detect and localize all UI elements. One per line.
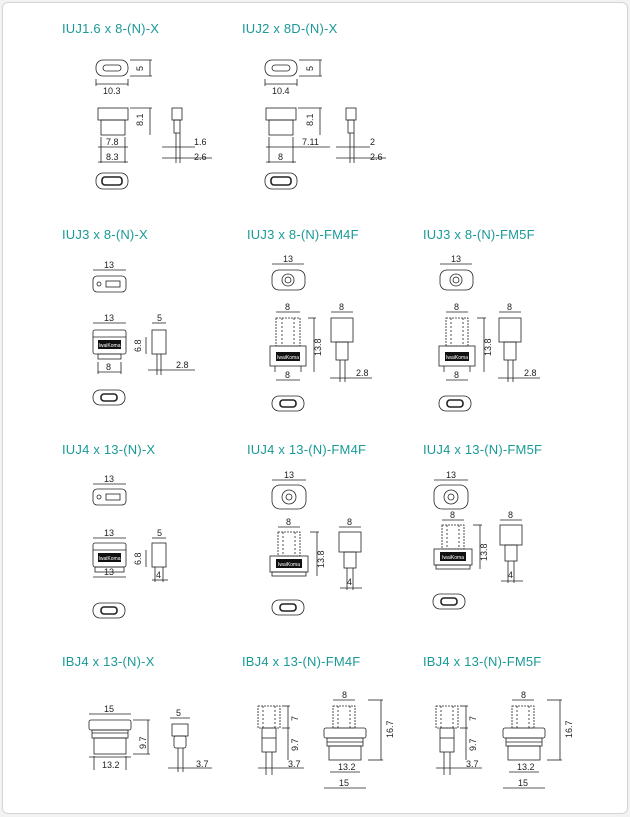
dim-label: 13.8	[316, 550, 326, 568]
dim-label: 16.7	[564, 720, 574, 738]
drawing-iuj3x8-x	[93, 270, 195, 405]
product-title: IBJ4 x 13-(N)-X	[62, 654, 155, 669]
dim-label: 2	[370, 137, 376, 147]
dim-label: 3.7	[196, 759, 209, 769]
dim-label: 5	[176, 708, 182, 718]
dim-label: 6.8	[133, 339, 143, 352]
dim-label: 13	[451, 254, 462, 264]
dim-label: 13	[284, 470, 295, 480]
dim-label: 8	[286, 517, 292, 527]
dim-label: 7	[468, 715, 478, 721]
dim-label: 8.1	[135, 113, 145, 126]
drawing-ibj4x13-fm5f	[436, 700, 562, 788]
dim-label: 13.8	[479, 543, 489, 561]
drawing-iuj4x13-fm5f	[433, 480, 523, 609]
drawing-iuj16x8	[96, 60, 212, 189]
dim-label: 2.6	[370, 152, 383, 162]
product-title: IUJ4 x 13-(N)-FM5F	[423, 442, 543, 457]
dim-label: 13	[104, 313, 115, 323]
dim-label: 8	[454, 302, 460, 312]
dim-label: 13	[283, 254, 294, 264]
dim-label: 2.8	[524, 368, 537, 378]
dim-label: 6.8	[133, 552, 143, 565]
dim-label: 7	[290, 715, 300, 721]
dim-label: 2.8	[176, 360, 189, 370]
dim-label: 10.3	[103, 86, 121, 96]
dim-label: 9.7	[468, 738, 478, 751]
drawing-iuj2x8d	[265, 60, 386, 189]
dim-label: 13.2	[102, 760, 120, 770]
dim-label: 1.6	[194, 137, 207, 147]
dim-label: 13.2	[517, 762, 535, 772]
product-title: IBJ4 x 13-(N)-FM4F	[242, 654, 361, 669]
dim-label: 8.3	[106, 152, 119, 162]
dim-label: 16.7	[385, 720, 395, 738]
dim-label: 5	[157, 313, 163, 323]
dim-label: 8	[106, 362, 112, 372]
dim-label: 8.1	[305, 113, 315, 126]
dim-label: 2.8	[356, 368, 369, 378]
dim-label: 7.11	[302, 137, 319, 147]
product-title: IUJ3 x 8-(N)-X	[62, 227, 148, 242]
dim-label: 8	[339, 302, 345, 312]
dim-label: 2.6	[194, 152, 207, 162]
dim-label: 15	[339, 778, 350, 788]
dim-label: 4	[508, 570, 514, 580]
dim-label: 15	[518, 778, 529, 788]
dim-label: 7.8	[106, 137, 119, 147]
dim-label: 13	[104, 260, 115, 270]
dim-label: 13	[104, 567, 115, 577]
product-title: IBJ4 x 13-(N)-FM5F	[423, 654, 542, 669]
dim-label: 8	[342, 690, 348, 700]
dim-label: 13	[446, 470, 457, 480]
dim-label: 15	[104, 704, 115, 714]
brand-label: IwaiKoma	[98, 556, 121, 562]
brand-label: IwaiKoma	[98, 343, 121, 349]
dim-label: 8	[450, 510, 456, 520]
dim-label: 5	[135, 65, 145, 71]
product-title: IUJ4 x 13-(N)-X	[62, 442, 156, 457]
dim-label: 9.7	[138, 736, 148, 749]
drawing-iuj4x13-x	[93, 484, 168, 618]
dim-label: 4	[347, 577, 353, 587]
brand-label: IwaiKoma	[277, 355, 299, 361]
dim-label: 8	[285, 302, 291, 312]
dim-label: 13.2	[338, 762, 356, 772]
product-title: IUJ2 x 8D-(N)-X	[242, 21, 338, 36]
dim-label: 8	[521, 690, 527, 700]
brand-label: IwaiKoma	[278, 562, 300, 568]
dim-label: 3.7	[288, 759, 301, 769]
dim-label: 13.8	[313, 338, 323, 356]
drawing-iuj4x13-fm4f	[270, 480, 362, 615]
product-title: IUJ4 x 13-(N)-FM4F	[247, 442, 367, 457]
dim-label: 8	[347, 517, 353, 527]
dim-label: 8	[508, 510, 514, 520]
brand-label: IwaiKoma	[446, 355, 468, 361]
dim-label: 3.7	[466, 759, 479, 769]
dim-label: 13	[104, 474, 115, 484]
dim-label: 8	[507, 302, 513, 312]
dim-label: 5	[157, 528, 163, 538]
dim-label: 8	[454, 370, 460, 380]
drawing-iuj3x8-fm4f	[270, 264, 372, 411]
dim-label: 8	[278, 152, 284, 162]
product-title: IUJ3 x 8-(N)-FM5F	[423, 227, 535, 242]
brand-label: IwaiKoma	[442, 555, 464, 561]
dim-label: 13	[104, 528, 115, 538]
dim-label: 9.7	[290, 738, 300, 751]
dim-label: 10.4	[272, 86, 290, 96]
dim-label: 13.8	[483, 338, 493, 356]
dim-label: 4	[156, 570, 162, 580]
dim-label: 5	[305, 65, 315, 71]
dim-label: 8	[285, 370, 291, 380]
product-title: IUJ1.6 x 8-(N)-X	[62, 21, 160, 36]
drawing-ibj4x13-fm4f	[258, 700, 383, 788]
drawing-iuj3x8-fm5f	[439, 264, 540, 411]
product-title: IUJ3 x 8-(N)-FM4F	[247, 227, 359, 242]
